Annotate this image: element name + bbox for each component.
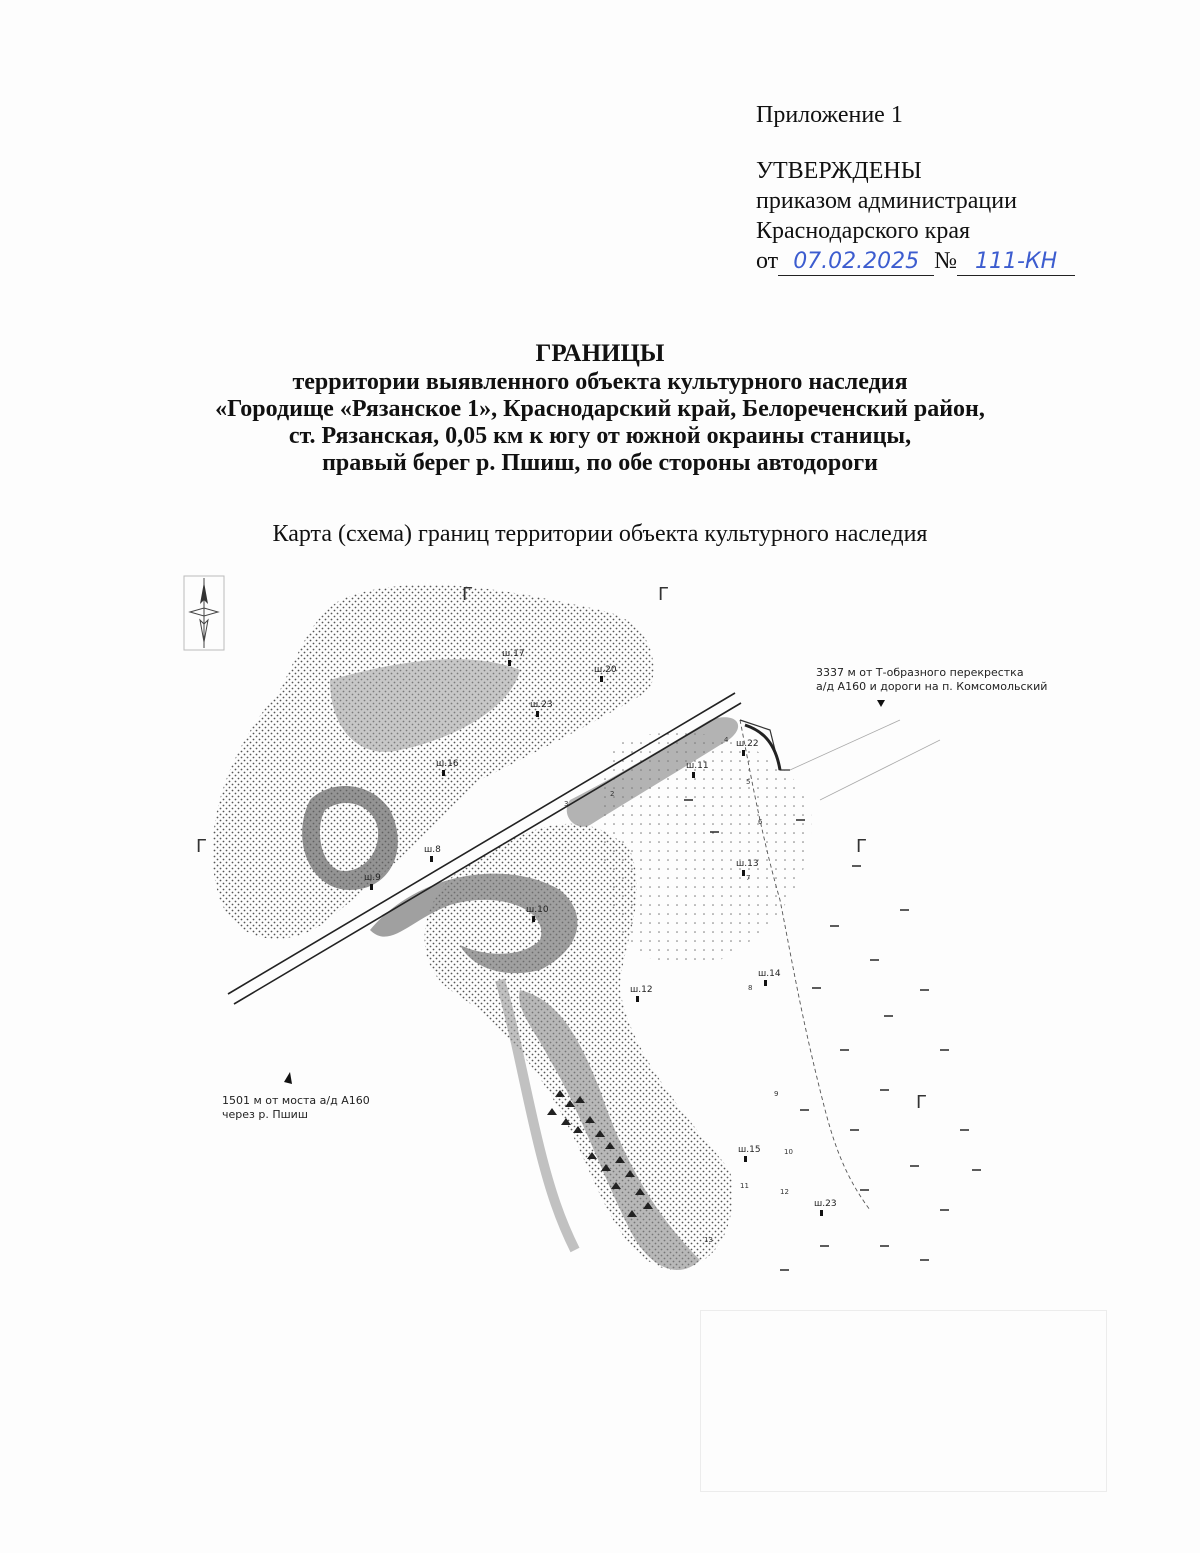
- marker-arrow-ne: [877, 700, 885, 707]
- pit-label: ш.10: [526, 905, 549, 915]
- pit-marker: [508, 660, 511, 666]
- pit-label: ш.16: [436, 759, 459, 769]
- title-line-2: «Городище «Рязанское 1», Краснодарский край, Белореченский район,: [215, 396, 985, 422]
- pit-marker: [600, 676, 603, 682]
- pit-marker: [532, 916, 535, 922]
- pit-label: ш.13: [736, 859, 759, 869]
- svg-text:Г: Г: [658, 584, 669, 605]
- boundary-point-label: 10: [784, 1148, 793, 1156]
- map-caption: Карта (схема) границ территории объекта культурного наследия: [272, 521, 928, 547]
- pit-marker: [430, 856, 433, 862]
- boundary-point-label: 9: [774, 1090, 779, 1098]
- approval-block: [756, 100, 1156, 276]
- title-line-4: правый берег р. Пшиш, по обе стороны автодороги: [322, 450, 878, 476]
- handwritten-number: 111-КН: [957, 249, 1075, 276]
- pit-label: ш.14: [758, 969, 781, 979]
- number-label: №: [934, 248, 958, 274]
- pit-marker: [636, 996, 639, 1002]
- boundary-point-label: 13: [704, 1236, 713, 1244]
- pit-marker: [820, 1210, 823, 1216]
- boundary-point-label: 7: [746, 874, 751, 882]
- distance-label-northeast: 3337 м от Т-образного перекрестка а/д А160 и дороги на п. Комсомольский: [816, 666, 1048, 693]
- approval-date-number-line: [756, 246, 1156, 276]
- survey-line-ne: [790, 720, 940, 800]
- title-line-1: территории выявленного объекта культурного наследия: [292, 369, 908, 395]
- pit-label: ш.23: [814, 1199, 837, 1209]
- appendix-label: Приложение 1: [756, 102, 903, 128]
- approval-region-line: Краснодарского края: [756, 218, 971, 244]
- approval-order-line: приказом администрации: [756, 188, 1017, 214]
- boundary-point-label: 5: [746, 778, 751, 786]
- svg-text:Г: Г: [916, 1092, 927, 1113]
- pit-marker: [442, 770, 445, 776]
- pit-label: ш.9: [364, 873, 381, 883]
- pit-marker: [744, 1156, 747, 1162]
- pit-marker: [764, 980, 767, 986]
- boundary-point-label: 8: [748, 984, 753, 992]
- pit-marker: [692, 772, 695, 778]
- boundary-point-label: 4: [724, 736, 729, 744]
- distance-label-southwest: 1501 м от моста а/д А160 через р. Пшиш: [222, 1094, 370, 1121]
- document-title: [0, 340, 1200, 477]
- title-line-3: ст. Рязанская, 0,05 км к югу от южной окраины станицы,: [288, 423, 912, 449]
- pit-label: ш.15: [738, 1145, 761, 1155]
- faint-stamp-area: [700, 1310, 1107, 1492]
- boundary-point-label: 11: [740, 1182, 749, 1190]
- handwritten-date: 07.02.2025: [778, 249, 934, 276]
- triangle-marker: [547, 1108, 557, 1115]
- pit-label: ш.8: [424, 845, 441, 855]
- pit-label: ш.20: [594, 665, 617, 675]
- pit-label: ш.23: [530, 700, 553, 710]
- pit-marker: [370, 884, 373, 890]
- svg-text:Г: Г: [196, 836, 207, 857]
- title-main: ГРАНИЦЫ: [535, 340, 665, 367]
- boundary-point-label: 2: [610, 790, 615, 798]
- north-arrow-icon: [184, 576, 224, 650]
- pit-label: ш.22: [736, 739, 759, 749]
- pit-label: ш.17: [502, 649, 525, 659]
- pit-marker: [742, 750, 745, 756]
- svg-text:Г: Г: [856, 836, 867, 857]
- boundary-point-label: 3: [564, 800, 569, 808]
- pit-label: ш.12: [630, 985, 653, 995]
- svg-text:Г: Г: [462, 584, 473, 605]
- pit-marker: [742, 870, 745, 876]
- boundary-point-label: 6: [758, 818, 763, 826]
- marker-arrow-sw: [284, 1072, 292, 1084]
- pit-label: ш.11: [686, 761, 709, 771]
- pit-marker: [536, 711, 539, 717]
- from-label: от: [756, 248, 779, 274]
- approved-label: УТВЕРЖДЕНЫ: [756, 158, 922, 184]
- boundary-point-label: 12: [780, 1188, 789, 1196]
- boundary-map: [180, 570, 1100, 1300]
